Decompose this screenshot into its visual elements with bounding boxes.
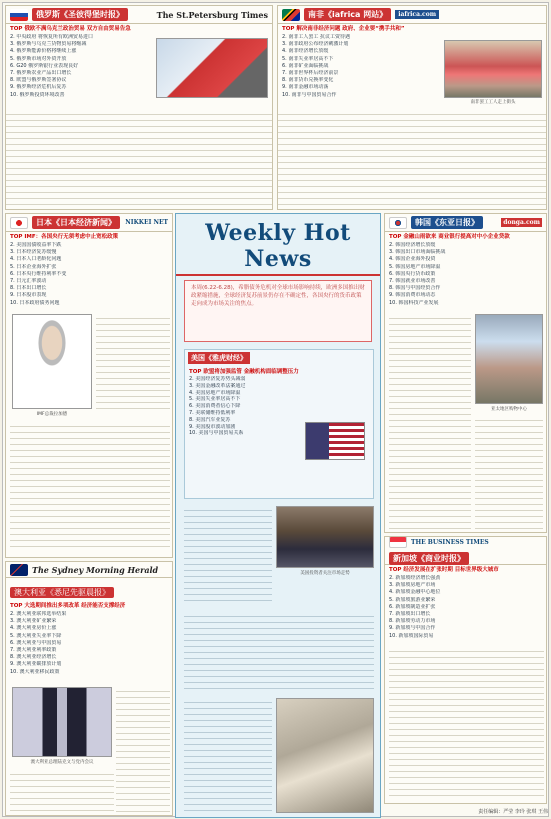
- list-item: 7. 澳大利亚利率政策: [10, 647, 57, 654]
- politicians-photo: [12, 687, 112, 757]
- japan-top: TOP IMF：各国央行无须考虑中止宽松政策: [10, 234, 119, 240]
- list-item: 5. 南非失业率居高不下: [282, 55, 334, 62]
- korea-header: [385, 214, 546, 232]
- australia-caption: 澳大利亚总理陆克文与党内会议: [30, 760, 94, 765]
- australia-panel: [5, 561, 173, 816]
- list-item: 9. 俄罗斯经济危机后复苏: [10, 84, 67, 91]
- center-caption: 美国投资者关注市场走势: [300, 571, 350, 576]
- list-item: 5. 韩国房地产市场降温: [389, 263, 441, 270]
- list-item: 5. 澳大利亚失业率下降: [10, 632, 62, 639]
- japan-tag: 日本《日本经济新闻》: [32, 216, 120, 229]
- singapore-flag-icon: [389, 536, 407, 548]
- australia-header: [6, 562, 172, 578]
- footer-credits: 责任编辑：严莹 李玲 张琪 王伟: [478, 809, 548, 815]
- singapore-list: [385, 575, 546, 640]
- investors-photo: [276, 506, 374, 568]
- list-item: 4. 日本人口老龄化问题: [10, 256, 62, 263]
- list-item: 3. 韩国出口市场面临挑战: [389, 249, 446, 256]
- us-section: [184, 349, 374, 499]
- russia-flag-icon: [10, 9, 28, 21]
- list-item: 2. 南非工人罢工 抗议工资待遇: [282, 34, 350, 40]
- strike-photo: [444, 40, 542, 98]
- russia-panel: [5, 5, 273, 210]
- list-item: 8. 美国汽车业复苏: [189, 416, 231, 423]
- australia-article-text: [116, 687, 170, 812]
- list-item: 8. 南非货币兑换率变化: [282, 77, 334, 84]
- singapore-article-text: [389, 647, 544, 799]
- page-title: Weekly Hot News: [205, 220, 351, 272]
- japan-article-text: [96, 314, 170, 414]
- list-item: 5. 美国失业率居高不下: [189, 396, 241, 403]
- us-flag-icon: [305, 422, 365, 460]
- us-top: TOP 欧盟将加强监管 金融机构面临调整压力: [189, 369, 299, 375]
- center-article-text-3: [184, 698, 272, 813]
- japan-panel: [5, 213, 173, 558]
- singapore-publication: THE BUSINESS TIMES: [411, 538, 489, 546]
- korea-article-text-2: [475, 416, 543, 529]
- list-item: 3. 新加坡房地产市场: [389, 582, 436, 589]
- japan-article-text-2: [10, 422, 170, 552]
- southafrica-panel: [277, 5, 547, 210]
- list-item: 8. 韩国与中国经贸合作: [389, 285, 441, 292]
- singapore-top: TOP 经济发展在扩张时期 目标世界级大城市: [389, 567, 499, 573]
- list-item: 2. 美国国债收益率下跌: [10, 242, 62, 248]
- list-item: 4. 俄罗斯能源价格将继续上涨: [10, 48, 77, 55]
- center-article-text: [184, 506, 272, 606]
- list-item: 4. 美国房地产市场降温: [189, 389, 241, 396]
- australia-tag: 澳大利亚《悉尼先驱晨报》: [10, 587, 114, 598]
- korea-caption: 亚太地区购物中心: [491, 407, 527, 412]
- korea-publication: donga.com: [503, 219, 540, 226]
- list-item: 3. 日本经济复苏缓慢: [10, 249, 57, 256]
- list-item: 10. 俄罗斯投资环境改善: [10, 91, 65, 98]
- list-item: 2. 美国经济复苏势头减弱: [189, 376, 246, 382]
- list-item: 10. 南非与中国贸易合作: [282, 91, 337, 98]
- southafrica-tag: 南非《iafrica 网站》: [304, 8, 391, 21]
- list-item: 5. 新加坡旅游业繁荣: [389, 596, 436, 603]
- list-item: 7. 新加坡出口增长: [389, 611, 431, 618]
- list-item: 10. 新加坡国际贸易: [389, 632, 434, 639]
- list-item: 2. 中央政府 将恢复所有欧洲贸易进口: [10, 34, 93, 40]
- russia-article-text: [6, 110, 273, 210]
- singapore-tag: 新加坡《商业时报》: [389, 552, 469, 565]
- southafrica-top: TOP 解决南非经济问题 政府、企业要“携手共和”: [282, 26, 405, 32]
- list-item: 7. 韩国就业市场改善: [389, 278, 436, 285]
- list-item: 4. 新加坡金融中心地位: [389, 589, 441, 596]
- korea-list: [385, 242, 546, 307]
- list-item: 6. 南非矿业面临挑战: [282, 62, 329, 69]
- list-item: 4. 韩国企业海外投资: [389, 256, 436, 263]
- list-item: 4. 南非经济增长放缓: [282, 48, 329, 55]
- list-item: 4. 澳大利亚房价上涨: [10, 625, 57, 632]
- russia-header: [6, 6, 272, 24]
- list-item: 5. 俄罗斯市场对外资开放: [10, 55, 67, 62]
- list-item: 8. 澳大利亚经济增长: [10, 654, 57, 661]
- list-item: 9. 南非金融市场动荡: [282, 84, 329, 91]
- list-item: 6. 韩国央行货币政策: [389, 270, 436, 277]
- korea-article-text: [389, 314, 471, 529]
- australia-flag-icon: [10, 564, 28, 576]
- weekly-hot-news-panel: [175, 213, 381, 818]
- korea-flag-icon: [389, 217, 407, 229]
- list-item: 7. 南非世界杯后经济前景: [282, 70, 339, 77]
- singapore-header: [385, 537, 546, 565]
- australia-publication: The Sydney Morning Herald: [32, 564, 159, 575]
- list-item: 9. 日本股市表现: [10, 292, 47, 299]
- lagarde-photo: [12, 314, 92, 409]
- japan-flag-icon: [10, 217, 28, 229]
- russia-tag: 俄罗斯《圣彼得堡时报》: [32, 8, 128, 21]
- russia-publication: The St.Petersburg Times: [156, 9, 268, 20]
- list-item: 6. 新加坡制造业扩张: [389, 603, 436, 610]
- korea-top: TOP 金融山雨欲来 商业银行提高对中小企业贷款: [389, 234, 510, 240]
- korea-panel: [384, 213, 547, 533]
- title-divider: [176, 274, 380, 276]
- japan-list: [6, 242, 172, 307]
- singapore-panel: [384, 536, 547, 804]
- list-item: 2. 澳大利亚联邦选举结果: [10, 611, 67, 617]
- mall-photo: [475, 314, 543, 404]
- list-item: 9. 澳大利亚碳排放计划: [10, 661, 62, 668]
- list-item: 6. 澳大利亚与中国贸易: [10, 639, 62, 646]
- list-item: 10. 日本政府债务问题: [10, 299, 60, 306]
- list-item: 7. 日元汇率波动: [10, 278, 47, 285]
- list-item: 7. 美联储维持低利率: [189, 409, 236, 416]
- list-item: 9. 美国股市波动加剧: [189, 423, 236, 430]
- intro-box: 本周(6.22-6.28)，希腊债务危机对全球市场影响持续，欧洲多国推出财政紧缩措施，全球经济复苏前景仍存在不确定性，各国央行的货币政策走向成为市场关注的焦点。: [184, 280, 372, 342]
- list-item: 10. 澳大利亚移民政策: [10, 668, 60, 675]
- list-item: 2. 韩国经济增长放缓: [389, 242, 436, 248]
- us-tag: 美国《雅虎财经》: [188, 352, 250, 364]
- australia-tag-row: [6, 578, 172, 601]
- korea-tag: 韩国《东亚日报》: [411, 216, 483, 229]
- list-item: 3. 俄罗斯与乌克兰货物贸易将缩减: [10, 41, 87, 48]
- center-article-text-2: [184, 612, 374, 692]
- australia-list: [6, 611, 172, 676]
- list-item: 10. 美国与中国贸易关系: [189, 430, 244, 437]
- newspaper-page: [2, 2, 549, 817]
- southafrica-flag-icon: [282, 9, 300, 21]
- southafrica-article-text: [278, 110, 547, 210]
- list-item: 9. 韩国消费市场动态: [389, 292, 436, 299]
- us-header: [185, 350, 373, 366]
- japan-header: [6, 214, 172, 232]
- list-item: 8. 欧盟与俄罗斯签署协议: [10, 77, 67, 84]
- southafrica-publication: iafrica.com: [395, 10, 439, 19]
- list-item: 8. 新加坡劳动力市场: [389, 618, 436, 625]
- list-item: 10. 韩国科技产业发展: [389, 299, 439, 306]
- southafrica-header: [278, 6, 546, 24]
- list-item: 7. 俄罗斯农业产品出口增长: [10, 70, 72, 77]
- list-item: 2. 新加坡经济增长强劲: [389, 575, 441, 581]
- southafrica-caption: 南非罢工工人走上街头: [470, 100, 516, 105]
- list-item: 6. 美国消费者信心下降: [189, 403, 241, 410]
- list-item: 9. 新加坡与中国合作: [389, 625, 436, 632]
- truck-photo: [156, 38, 268, 98]
- list-item: 8. 日本出口增长: [10, 285, 47, 292]
- list-item: 6. G20 俄罗斯银行业表现良好: [10, 62, 79, 69]
- australia-article-text-2: [10, 770, 114, 812]
- list-item: 5. 日本企业海外扩张: [10, 263, 57, 270]
- list-item: 3. 美国金融改革法案通过: [189, 382, 246, 389]
- list-item: 3. 澳大利亚矿业繁荣: [10, 618, 57, 625]
- japan-caption: IMF总裁拉加德: [36, 412, 68, 417]
- slide-photo: [276, 698, 374, 813]
- list-item: 6. 日本央行维持利率不变: [10, 270, 67, 277]
- japan-publication: NIKKEI NET: [125, 219, 168, 226]
- russia-top: TOP 俄欧不满乌克兰政治贸易 双方自由贸易告急: [10, 26, 131, 32]
- australia-top: TOP 大选期间推出多项改革 经济能否支撑经济: [10, 603, 126, 609]
- list-item: 3. 南非政府公布经济刺激计划: [282, 41, 349, 48]
